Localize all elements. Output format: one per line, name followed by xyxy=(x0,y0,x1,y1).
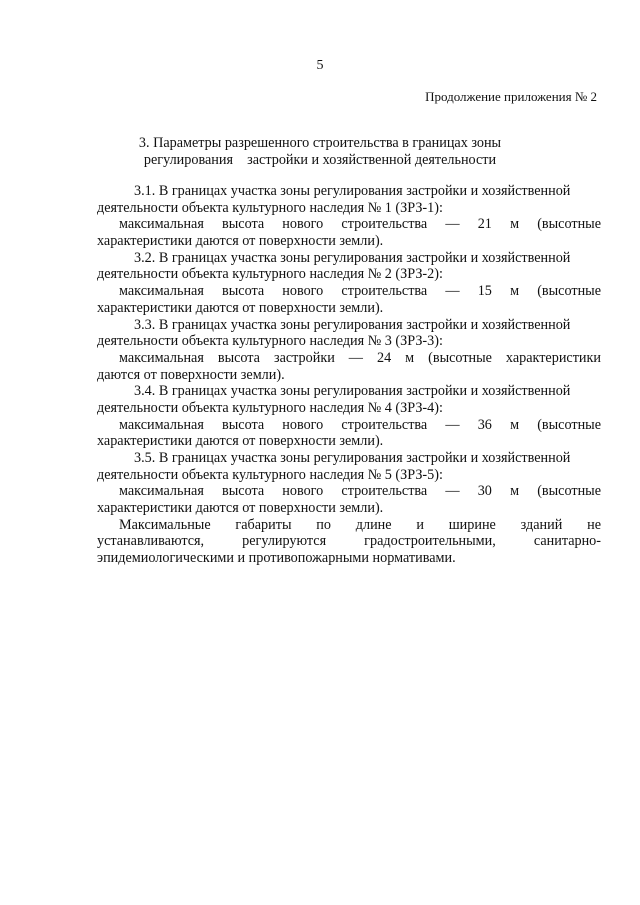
page-number: 5 xyxy=(316,58,324,73)
clause-3-5-heading: 3.5. В границах участка зоны регулирования застройки и хозяйственной xyxy=(134,450,571,466)
clause-3-3-heading: 3.3. В границах участка зоны регулирования застройки и хозяйственной xyxy=(134,316,571,333)
section-title xyxy=(0,135,640,168)
clause-3-2-heading-cont: деятельности объекта культурного наследия № 2 (ЗРЗ-2): xyxy=(97,266,443,283)
dimensions-paragraph: Максимальные габариты по длине и ширине зданий не xyxy=(119,516,601,533)
clause-3-2-height: максимальная высота нового строительства — 15 м (высотные xyxy=(119,283,601,300)
clause-3-3-height: максимальная высота застройки — 24 м (высотные характеристики xyxy=(119,349,601,366)
clause-3-5-height: максимальная высота нового строительства — 30 м (высотные xyxy=(119,483,601,500)
clause-3-4-height: максимальная высота нового строительства — 36 м (высотные xyxy=(119,416,601,433)
clause-3-4-height-cont: характеристики даются от поверхности земли). xyxy=(97,433,384,450)
clause-3-5-heading-cont: деятельности объекта культурного наследия № 5 (ЗРЗ-5): xyxy=(97,466,443,483)
dimensions-paragraph-cont: устанавливаются, регулируются градостроительными, санитарно- xyxy=(97,533,601,550)
section-title-line-2: регулирования застройки и хозяйственной деятельности xyxy=(143,151,497,168)
clause-3-5-height-cont: характеристики даются от поверхности земли). xyxy=(97,500,384,517)
document-body xyxy=(97,183,601,567)
dimensions-paragraph-end: эпидемиологическими и противопожарными нормативами. xyxy=(97,550,456,567)
clause-3-1-heading-cont: деятельности объекта культурного наследия № 1 (ЗРЗ-1): xyxy=(97,199,443,216)
clause-3-1-height: максимальная высота нового строительства — 21 м (высотные xyxy=(119,216,601,233)
clause-3-4-heading: 3.4. В границах участка зоны регулирования застройки и хозяйственной xyxy=(134,383,571,400)
clause-3-1-heading: 3.1. В границах участка зоны регулирования застройки и хозяйственной xyxy=(134,183,571,199)
clause-3-2-height-cont: характеристики даются от поверхности земли). xyxy=(97,299,384,316)
clause-3-3-heading-cont: деятельности объекта культурного наследия № 3 (ЗРЗ-3): xyxy=(97,333,443,350)
clause-3-4-heading-cont: деятельности объекта культурного наследия № 4 (ЗРЗ-4): xyxy=(97,399,443,416)
section-title-line-1: 3. Параметры разрешенного строительства в границах зоны xyxy=(138,135,502,151)
clause-3-3-height-cont: даются от поверхности земли). xyxy=(97,366,285,383)
clause-3-1-height-cont: характеристики даются от поверхности земли). xyxy=(97,233,384,250)
clause-3-2-heading: 3.2. В границах участка зоны регулирования застройки и хозяйственной xyxy=(134,249,571,266)
appendix-continuation-note: Продолжение приложения № 2 xyxy=(425,89,597,104)
